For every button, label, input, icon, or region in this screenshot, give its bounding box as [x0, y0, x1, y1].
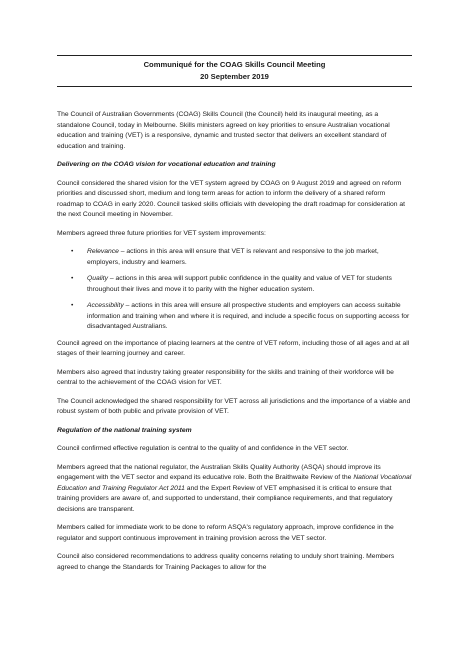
header-bottom-rule	[57, 86, 412, 87]
act-title: National Vocational Education and Training Regulator Act 2011	[57, 474, 412, 492]
document-title: Communiqué for the COAG Skills Council Meeting	[143, 60, 326, 69]
list-item	[57, 247, 413, 268]
priority-text: – actions in this area will support public confidence in the quality and value of VET for students throughout their lives and move it to parity with the higher education system.	[87, 275, 392, 293]
bullet-icon: •	[71, 275, 74, 282]
regulation-paragraph-3: Members called for immediate work to be done to reform ASQA's regulatory approach, improve confidence in the regulator and support continuous improvement in training provision across the VET sector.	[57, 524, 394, 542]
priority-text: – actions in this area will ensure all prospective students and employers can access suitable information and training when and where it is required, and include a specific focus on supporting access for disadvantaged Australians.	[87, 302, 410, 330]
vision-paragraph-5: The Council acknowledged the shared responsibility for VET across all jurisdictions and the importance of a viable and robust system of both public and private provision of VET.	[57, 397, 411, 415]
regulation-paragraph-2	[57, 463, 413, 516]
document-body	[57, 110, 413, 573]
intro-paragraph: The Council of Australian Governments (COAG) Skills Council (the Council) held its inaugural meeting, as a standalone Council, today in Melbourne. Skills ministers agreed on key priorities to ensure Australian vocational education and training (VET) is a responsive, dynamic and trusted sector that delivers an excellent standard of education and training.	[57, 111, 390, 150]
section-heading-vision: Delivering on the COAG vision for vocational education and training	[57, 161, 276, 168]
vision-paragraph-1: Council considered the shared vision for the VET system agreed by COAG on 9 August 2019 and agreed on reform priorities and discussed short, medium and long term areas for action to inform the delivery of a shared reform roadmap to COAG in early 2020. Council tasked skills officials with developing the draft roadmap for consideration at the next Council meeting in November.	[57, 179, 406, 218]
priority-text: – actions in this area will ensure that VET is relevant and responsive to the job market, employers, industry and learners.	[87, 248, 379, 266]
list-item	[57, 301, 413, 333]
bullet-icon: •	[71, 302, 74, 309]
priorities-list	[57, 247, 413, 333]
regulation-paragraph-2-end: and the Expert Review of VET emphasised it is critical to ensure that training providers are aware of, and supported to understand, their compliance requirements, and that regulatory decisions are transparent.	[57, 484, 393, 513]
document-date: 20 September 2019	[200, 72, 269, 81]
regulation-paragraph-2-start: Members agreed that the national regulator, the Australian Skills Quality Authority (ASQA) should improve its engagement with the VET sector and expand its educative role. Both the Braithwaite Review of the	[57, 463, 381, 481]
vision-paragraph-3: Council agreed on the importance of placing learners at the centre of VET reform, including those of all ages and at all stages of their learning journey and career.	[57, 339, 410, 357]
regulation-paragraph-4: Council also considered recommendations to address quality concerns relating to unduly short training. Members agreed to change the Standards for Training Packages to allow for the	[57, 553, 395, 571]
regulation-paragraph-1: Council confirmed effective regulation is central to the quality of and confidence in the VET sector.	[57, 445, 349, 452]
section-heading-regulation: Regulation of the national training system	[57, 426, 192, 434]
priority-term: Quality	[87, 275, 109, 282]
priority-term: Relevance	[87, 248, 119, 255]
vision-paragraph-4: Members also agreed that industry taking greater responsibility for the skills and training of their workforce will be central to the achievement of the COAG vision for VET.	[57, 368, 394, 386]
list-item	[57, 274, 413, 295]
vision-paragraph-2: Members agreed three future priorities for VET system improvements:	[57, 229, 266, 237]
bullet-icon: •	[71, 248, 74, 255]
header-top-rule	[57, 55, 412, 56]
priority-term: Accessibility	[87, 302, 124, 309]
